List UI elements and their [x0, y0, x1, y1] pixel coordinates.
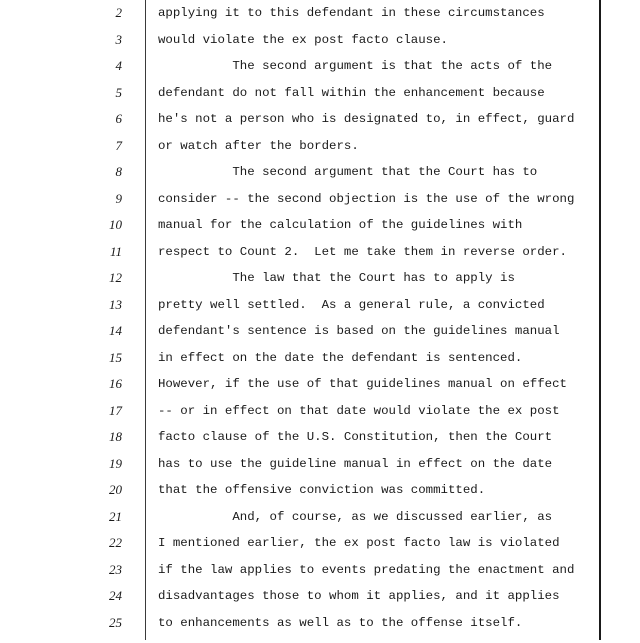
line-number: 8 [115, 164, 122, 179]
line-text: if the law applies to events predating the enactment and [158, 562, 575, 577]
line-number: 20 [109, 482, 122, 497]
line-text: applying it to this defendant in these circumstances [158, 6, 545, 20]
transcript-line [0, 325, 640, 351]
line-number: 19 [109, 455, 122, 471]
transcript-line [0, 243, 640, 272]
transcript-line [0, 190, 640, 219]
line-number: 5 [115, 84, 122, 100]
line-text: consider -- the second objection is the use of the wrong [158, 191, 575, 206]
transcript-line [0, 402, 640, 431]
line-number: 4 [115, 58, 122, 73]
transcript-line [0, 378, 640, 404]
transcript-line [0, 455, 640, 484]
line-number: 13 [109, 296, 122, 312]
transcript-line [0, 590, 640, 616]
line-text: or watch after the borders. [158, 138, 359, 153]
line-text: has to use the guideline manual in effect on the date [158, 456, 553, 471]
transcript-line [0, 60, 640, 86]
line-text: disadvantages those to whom it applies, and it applies [158, 589, 560, 603]
transcript-line [0, 296, 640, 325]
transcript-line [0, 84, 640, 113]
transcript-line [0, 137, 640, 166]
line-number: 25 [109, 614, 122, 630]
transcript-line [0, 484, 640, 510]
transcript-line [0, 614, 640, 643]
transcript-line [0, 272, 640, 298]
line-number: 7 [115, 137, 122, 153]
line-text: he's not a person who is designated to, in effect, guard [158, 112, 575, 126]
line-number: 24 [109, 588, 122, 603]
transcript-line [0, 31, 640, 60]
line-number: 15 [109, 349, 122, 365]
transcript-line [0, 537, 640, 563]
transcript-line [0, 219, 640, 245]
line-text: defendant do not fall within the enhancement because [158, 85, 545, 100]
line-text: And, of course, as we discussed earlier, as [158, 509, 553, 524]
line-text: However, if the use of that guidelines manual on effect [158, 377, 567, 391]
transcript-line [0, 508, 640, 537]
line-text: manual for the calculation of the guidelines with [158, 218, 523, 232]
line-number: 23 [109, 561, 122, 577]
line-number: 6 [115, 111, 122, 126]
line-text: would violate the ex post facto clause. [158, 32, 448, 47]
line-text: respect to Count 2. Let me take them in reverse order. [158, 244, 567, 259]
line-number: 9 [115, 190, 122, 206]
line-number: 2 [115, 5, 122, 20]
line-number: 16 [109, 376, 122, 391]
transcript-line [0, 166, 640, 192]
line-text: The second argument is that the acts of the [158, 59, 553, 73]
line-text: The law that the Court has to apply is [158, 271, 515, 285]
line-number: 3 [115, 31, 122, 47]
line-number: 21 [109, 508, 122, 524]
line-text: pretty well settled. As a general rule, a convicted [158, 297, 545, 312]
line-text: I mentioned earlier, the ex post facto law is violated [158, 536, 560, 550]
transcript-line [0, 113, 640, 139]
line-text: that the offensive conviction was committed. [158, 483, 486, 497]
line-text: facto clause of the U.S. Constitution, then the Court [158, 430, 553, 444]
transcript-line [0, 7, 640, 33]
line-text: defendant's sentence is based on the guidelines manual [158, 324, 560, 338]
transcript-line [0, 561, 640, 590]
line-number: 22 [109, 535, 122, 550]
line-text: -- or in effect on that date would violate the ex post [158, 403, 560, 418]
transcript-line [0, 349, 640, 378]
line-text: in effect on the date the defendant is sentenced. [158, 350, 523, 365]
line-number: 10 [109, 217, 122, 232]
line-number: 18 [109, 429, 122, 444]
line-number: 17 [109, 402, 122, 418]
line-text: The second argument that the Court has to [158, 165, 538, 179]
transcript-line [0, 431, 640, 457]
line-number: 12 [109, 270, 122, 285]
line-number: 11 [109, 243, 122, 259]
line-number: 14 [109, 323, 122, 338]
line-text: to enhancements as well as to the offense itself. [158, 615, 523, 630]
